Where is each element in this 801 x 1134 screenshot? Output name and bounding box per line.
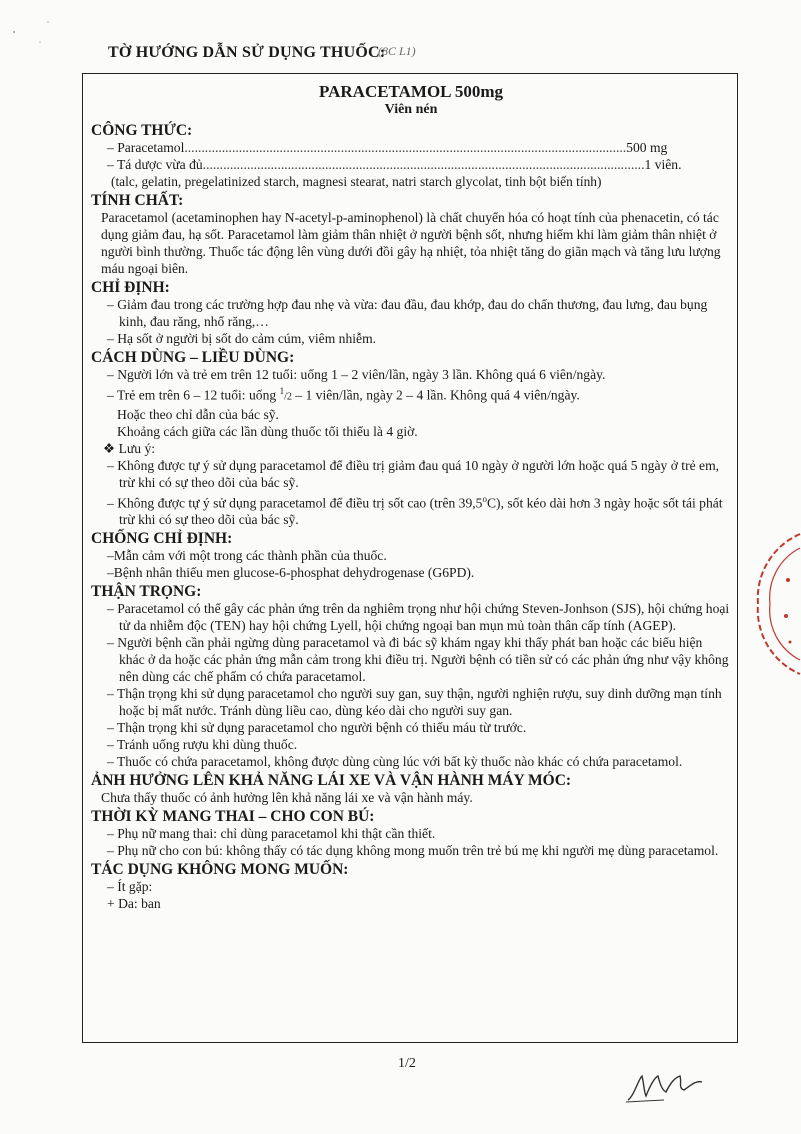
formula-heading: CÔNG THỨC: [91, 122, 193, 139]
red-stamp-edge [748, 530, 800, 685]
contraindications-heading: CHỐNG CHỈ ĐỊNH: [91, 530, 233, 548]
dosage-note-item: – Không được tự ý sử dụng paracetamol để điều trị sốt cao (trên 39,5$^o$C), sốt kéo dài hơn 3 ngày hoặc sốt tái phát trừ khi có sự theo dõi của bác sỹ. [107, 493, 723, 528]
scan-specks [10, 20, 70, 65]
precautions-heading: THẬN TRỌNG: [91, 583, 202, 601]
formula-row: – Paracetamol .................................................................................................................................. 500 mg [107, 140, 668, 155]
precaution-item: – Thận trọng khi sử dụng paracetamol cho người suy gan, suy thận, người nghiện rượu, suy dinh dưỡng mạn tính hoặc bị mất nước. Tránh dùng liều cao, dùng kéo dài cho người suy gan. [107, 686, 722, 719]
page-number: 1/2 [398, 1056, 416, 1071]
pregnancy-heading: THỜI KỲ MANG THAI – CHO CON BÚ: [91, 808, 375, 826]
signature-mark [624, 1066, 714, 1111]
dosage-heading: CÁCH DÙNG – LIỀU DÙNG: [91, 349, 295, 366]
precaution-item: – Người bệnh cần phải ngừng dùng paracetamol và đi bác sỹ khám ngay khi thấy phát ban hoặc các biểu hiện khác ở da hoặc các phản ứng mẫn cảm trong khi điều trị. Người bệnh có tiền sử có các phản ứng như vậy không nên dùng các chế phẩm có chứa paracetamol. [107, 635, 729, 685]
leaflet-frame [82, 73, 738, 1043]
side-effects-heading: TÁC DỤNG KHÔNG MONG MUỐN: [91, 861, 349, 879]
precaution-item: – Thận trọng khi sử dụng paracetamol cho người bệnh có thiếu máu từ trước. [107, 720, 527, 736]
pregnancy-item: – Phụ nữ mang thai: chỉ dùng paracetamol khi thật cần thiết. [107, 826, 436, 842]
dosage-note-item: – Không được tự ý sử dụng paracetamol để điều trị giảm đau quá 10 ngày ở người lớn hoặc quá 5 ngày ở trẻ em, trừ khi có sự theo dõi của bác sỹ. [107, 457, 720, 490]
side-effect-item: – Ít gặp: [107, 879, 153, 895]
dosage-adult: – Người lớn và trẻ em trên 12 tuổi: uống 1 – 2 viên/lần, ngày 3 lần. Không quá 6 viên/ngày. [107, 367, 606, 382]
product-form: Viên nén [384, 102, 438, 117]
driving-text: Chưa thấy thuốc có ảnh hưởng lên khả năng lái xe và vận hành máy. [101, 790, 473, 806]
precaution-item: – Paracetamol có thể gây các phản ứng trên da nghiêm trọng như hội chứng Steven-Jonhson (SJS), hội chứng hoại tử da nhiễm độc (TEN) hay hội chứng Lyell, hội chứng ngoại ban mụn mủ toàn thân cấp tính (AGEP). [107, 601, 730, 634]
indication-item: – Hạ sốt ở người bị sốt do cảm cúm, viêm nhiễm. [107, 331, 377, 346]
precaution-item: – Thuốc có chứa paracetamol, không được dùng cùng lúc với bất kỳ thuốc nào khác có chứa paracetamol. [107, 754, 683, 770]
formula-excipients: (talc, gelatin, pregelatinized starch, magnesi stearat, natri starch glycolat, tinh bột biến tính) [111, 174, 602, 189]
indication-item: – Giảm đau trong các trường hợp đau nhẹ và vừa: đau đầu, đau khớp, đau do chấn thương, đau lưng, đau bụng kinh, đau răng, nhổ răng,… [107, 297, 708, 329]
side-effect-item: + Da: ban [107, 896, 161, 912]
pregnancy-item: – Phụ nữ cho con bú: không thấy có tác dụng không mong muốn trên trẻ bú mẹ khi người mẹ dùng paracetamol. [107, 843, 719, 859]
dosage-line: Khoảng cách giữa các lần dùng thuốc tối thiểu là 4 giờ. [117, 423, 418, 439]
precaution-item: – Tránh uống rượu khi dùng thuốc. [107, 737, 298, 753]
properties-text: Paracetamol (acetaminophen hay N-acetyl-p-aminophenol) là chất chuyển hóa có hoạt tính của phenacetin, có tác dụng giảm đau, hạ sốt. Paracetamol làm giảm thân nhiệt ở người bệnh sốt, nhưng hiếm khi làm giảm thân nhiệt ở người bình thường. Thuốc tác động lên vùng dưới đồi gây hạ nhiệt, tỏa nhiệt tăng do giãn mạch và tăng lưu lượng máu ngoại biên. [101, 210, 721, 276]
dosage-note-label: ❖ Lưu ý: [103, 440, 156, 456]
formula-row: – Tá dược vừa đủ .................................................................................................................................. 1 viên. [107, 157, 682, 172]
properties-heading: TÍNH CHẤT: [91, 192, 184, 209]
indications-heading: CHỈ ĐỊNH: [91, 279, 170, 296]
contraindication-item: –Bệnh nhân thiếu men glucose-6-phosphat dehydrogenase (G6PD). [107, 565, 475, 581]
handwritten-note: (8C L1) [378, 44, 416, 58]
document-title: TỜ HƯỚNG DẪN SỬ DỤNG THUỐC: [108, 44, 386, 61]
dosage-child: – Trẻ em trên 6 – 12 tuổi: uống $^1$/2 – 1 viên/lần, ngày 2 – 4 lần. Không quá 4 viên/ngày. [107, 386, 580, 403]
product-name: PARACETAMOL 500mg [318, 82, 503, 101]
dosage-line: Hoặc theo chỉ dẫn của bác sỹ. [117, 406, 279, 422]
driving-heading: ẢNH HƯỞNG LÊN KHẢ NĂNG LÁI XE VÀ VẬN HÀNH MÁY MÓC: [91, 772, 572, 790]
contraindication-item: –Mẫn cảm với một trong các thành phần của thuốc. [107, 548, 387, 564]
